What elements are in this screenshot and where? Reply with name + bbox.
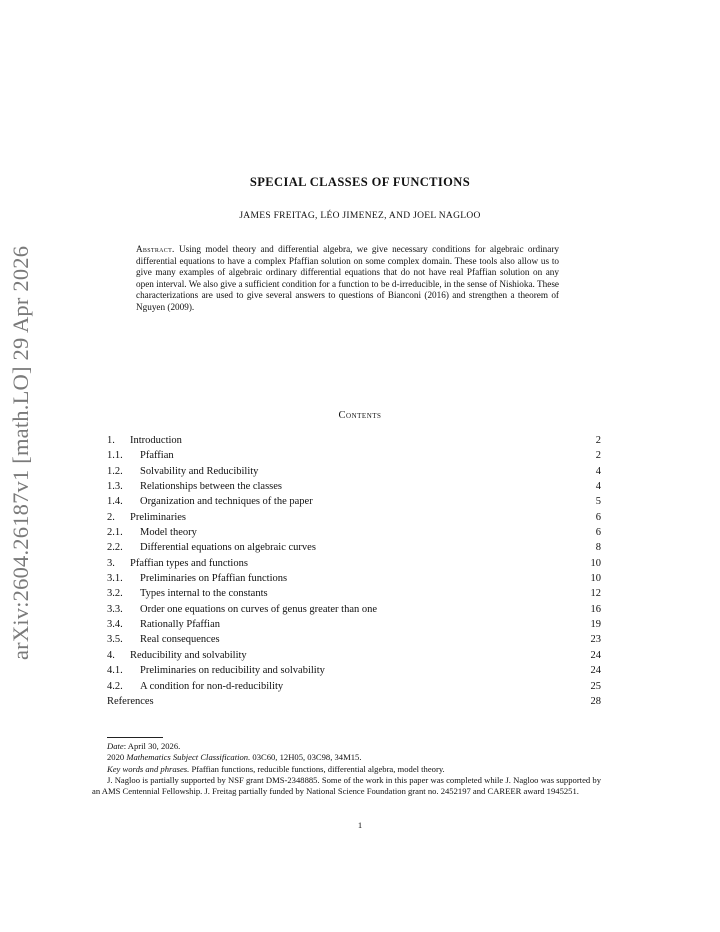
toc-entry-page: 28: [590, 695, 601, 707]
toc-entry-page: 16: [590, 603, 601, 615]
toc-entry-number: 4.1.: [107, 665, 123, 677]
toc-entry-number: 3.: [107, 557, 115, 569]
toc-entry: [107, 571, 601, 586]
toc-entry-label: Preliminaries on reducibility and solvability: [140, 665, 325, 677]
toc-entry-label: Rationally Pfaffian: [140, 619, 220, 631]
toc-entry: [107, 586, 601, 601]
toc-entry-page: 10: [590, 557, 601, 569]
date-value: April 30, 2026.: [127, 741, 181, 751]
toc-entry-number: 2.1.: [107, 527, 123, 539]
toc-entry-label: Preliminaries on Pfaffian functions: [140, 573, 288, 585]
toc-entry-label: Model theory: [140, 527, 197, 539]
toc-entry-label: Order one equations on curves of genus greater than one: [140, 603, 378, 615]
arxiv-identifier-text: arXiv:2604.26187v1 [math.LO] 29 Apr 2026: [8, 245, 33, 660]
abstract-text: Using model theory and differential algebra, we give necessary conditions for algebraic ordinary differential equations to have a complex Pfaffian solution on some complex domain. These tools also allow us to give many examples of algebraic ordinary differential equations that do not have real Pfaffian solution on any open interval. We also give a sufficient condition for a function to be d-irreducible, in the sense of Nishioka. These characterizations are used to give several answers to questions of Bianconi (2016) and strengthen a theorem of Nguyen (2009).: [136, 244, 560, 312]
toc-entry-number: 1.: [107, 435, 115, 446]
toc-entry-number: 2.: [107, 511, 115, 523]
toc-entry-page: 6: [595, 527, 601, 539]
toc-entry-label: Solvability and Reducibility: [140, 465, 259, 477]
toc-entry-page: 12: [590, 588, 601, 600]
toc-entry-number: 1.4.: [107, 496, 123, 508]
paper-authors: JAMES FREITAG, LÉO JIMENEZ, AND JOEL NAGLOO: [239, 211, 481, 221]
footnote-keywords: [92, 764, 601, 775]
toc-entry: [107, 663, 601, 678]
toc-entry-page: 8: [595, 542, 601, 554]
toc-entry: [107, 602, 601, 617]
toc-entry-page: 5: [595, 496, 601, 508]
toc-entry-page: 19: [590, 619, 601, 631]
toc-entry-label: Real consequences: [140, 634, 220, 646]
date-label: Date: [107, 741, 124, 751]
toc-entry-number: 1.2.: [107, 465, 123, 477]
toc-entry-page: 4: [595, 465, 601, 477]
msc-value: 03C60, 12H05, 03C98, 34M15.: [252, 752, 362, 763]
toc-entry: [107, 648, 601, 663]
msc-label: Mathematics Subject Classification.: [126, 752, 251, 763]
toc-entry-label: A condition for non-d-reducibility: [140, 680, 284, 692]
footnote-msc: [92, 752, 601, 763]
toc-entry-page: 6: [595, 511, 601, 523]
msc-prefix: 2020: [107, 752, 125, 763]
footnotes: [92, 741, 601, 797]
toc-entry-number: 4.2.: [107, 680, 123, 692]
toc-entry-label: Types internal to the constants: [140, 588, 268, 600]
toc-entry-number: 3.5.: [107, 634, 123, 646]
toc-entry-label: Introduction: [130, 435, 182, 446]
toc-entry-page: 24: [590, 665, 601, 677]
toc-entry-label: Pfaffian types and functions: [130, 557, 248, 569]
toc-entry-number: 3.2.: [107, 588, 123, 600]
toc-entry-label: Differential equations on algebraic curves: [140, 542, 316, 554]
toc-entry-number: 4.: [107, 649, 115, 661]
toc-entry-label: Pfaffian: [140, 450, 174, 462]
toc-entry-label: References: [107, 695, 154, 707]
keywords-value: Pfaffian functions, reducible functions, differential algebra, model theory.: [191, 763, 445, 774]
toc-entry: [107, 632, 601, 647]
toc-entry-label: Reducibility and solvability: [130, 649, 247, 661]
toc-entry-page: 2: [595, 435, 601, 446]
toc-entry-page: 24: [590, 649, 601, 661]
toc-entry-number: 1.3.: [107, 481, 123, 493]
footnote-date: Date: April 30, 2026.: [107, 741, 181, 751]
toc-entry-number: 1.1.: [107, 450, 123, 462]
toc-entry: [107, 433, 601, 448]
toc-entry: [107, 556, 601, 571]
toc-entry-label: Relationships between the classes: [140, 481, 283, 493]
keywords-label: Key words and phrases.: [107, 763, 190, 774]
toc-entry: [107, 464, 601, 479]
abstract-heading: Abstract.: [136, 244, 175, 254]
toc-entry-label: Organization and techniques of the paper: [140, 496, 313, 508]
table-of-contents: [107, 433, 601, 709]
toc-entry: [107, 510, 601, 525]
toc-entry: [107, 525, 601, 540]
toc-entry: [107, 494, 601, 509]
toc-entry: [107, 679, 601, 694]
footnote-rule: [107, 737, 163, 738]
toc-entry-number: 3.1.: [107, 573, 123, 585]
toc-entry-page: 23: [590, 634, 601, 646]
toc-entry: [107, 448, 601, 463]
toc-entry-page: 2: [595, 450, 601, 462]
toc-entry-page: 4: [595, 481, 601, 493]
toc-entry: [107, 479, 601, 494]
contents-heading: Contents: [338, 410, 382, 421]
toc-entry-label: Preliminaries: [130, 511, 186, 523]
paper-title: SPECIAL CLASSES OF FUNCTIONS: [249, 175, 471, 189]
toc-entry: [107, 540, 601, 555]
footnote-support: J. Nagloo is partially supported by NSF grant DMS-2348885. Some of the work in this paper was completed while J. Nagloo was supported by an AMS Centennial Fellowship. J. Freitag partially funded by National Science Foundation grant no. 2452197 and CAREER award 1945251.: [92, 774, 601, 797]
toc-entry-page: 10: [590, 573, 601, 585]
abstract: [136, 244, 559, 313]
toc-entry: [107, 694, 601, 709]
toc-entry-number: 3.3.: [107, 603, 123, 615]
toc-entry: [107, 617, 601, 632]
toc-entry-number: 3.4.: [107, 619, 123, 631]
toc-entry-page: 25: [590, 680, 601, 692]
page-number: 1: [357, 820, 363, 830]
toc-entry-number: 2.2.: [107, 542, 123, 554]
